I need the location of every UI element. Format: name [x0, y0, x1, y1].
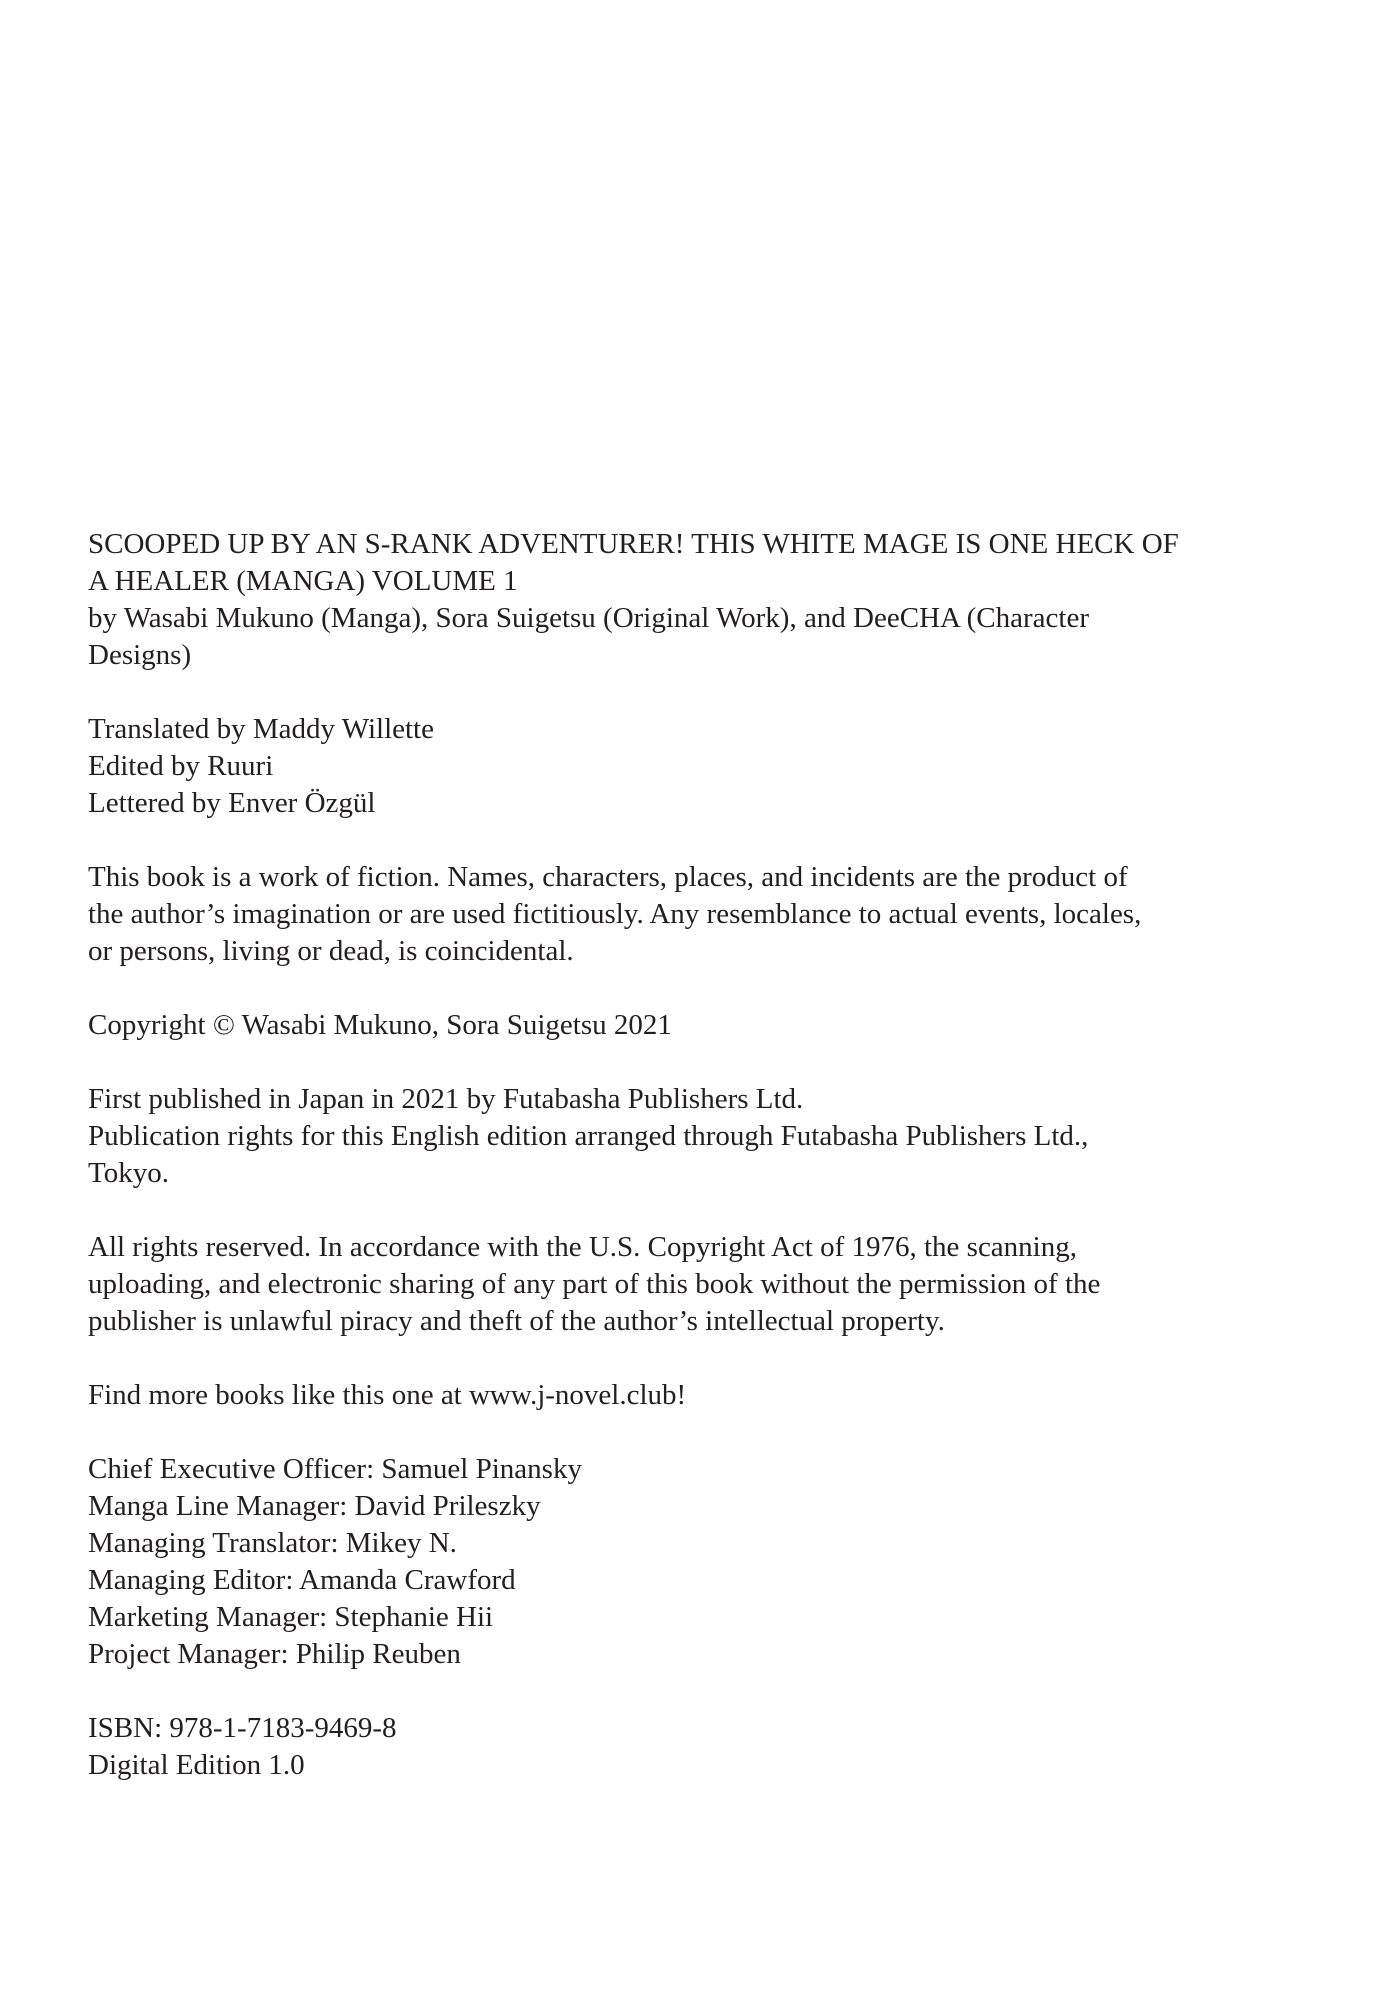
copyright-line: Copyright © Wasabi Mukuno, Sora Suigetsu 2021 — [88, 1009, 672, 1041]
publication-line-1: First published in Japan in 2021 by Futabasha Publishers Ltd. — [88, 1083, 804, 1115]
promo-block — [88, 1377, 1238, 1414]
staff-manga-line-manager: Manga Line Manager: David Prileszky — [88, 1490, 541, 1522]
publication-line-3: Tokyo. — [88, 1157, 169, 1189]
copyright-content — [88, 526, 1238, 1784]
byline-line-1: by Wasabi Mukuno (Manga), Sora Suigetsu (Original Work), and DeeCHA (Character — [88, 602, 1089, 634]
byline-line-2: Designs) — [88, 639, 192, 671]
staff-project-manager: Project Manager: Philip Reuben — [88, 1638, 461, 1670]
staff-marketing-manager: Marketing Manager: Stephanie Hii — [88, 1601, 494, 1633]
rights-notice — [88, 1229, 1238, 1340]
letterer-credit: Lettered by Enver Özgül — [88, 787, 376, 819]
editor-credit: Edited by Ruuri — [88, 750, 274, 782]
book-title-line-1: SCOOPED UP BY AN S-RANK ADVENTURER! THIS WHITE MAGE IS ONE HECK OF — [88, 528, 1179, 560]
publication-info — [88, 1081, 1238, 1192]
publication-line-2: Publication rights for this English edition arranged through Futabasha Publishers Ltd., — [88, 1120, 1089, 1152]
staff-ceo: Chief Executive Officer: Samuel Pinansky — [88, 1453, 582, 1485]
edition-block — [88, 1710, 1238, 1784]
copyright-notice — [88, 1007, 1238, 1044]
disclaimer-line-3: or persons, living or dead, is coincidental. — [88, 935, 574, 967]
translator-credit: Translated by Maddy Willette — [88, 713, 434, 745]
rights-line-3: publisher is unlawful piracy and theft of the author’s intellectual property. — [88, 1305, 945, 1337]
fiction-disclaimer — [88, 859, 1238, 970]
credits-block — [88, 711, 1238, 822]
isbn: ISBN: 978-1-7183-9469-8 — [88, 1712, 397, 1744]
rights-line-1: All rights reserved. In accordance with the U.S. Copyright Act of 1976, the scanning, — [88, 1231, 1077, 1263]
rights-line-2: uploading, and electronic sharing of any part of this book without the permission of the — [88, 1268, 1101, 1300]
staff-managing-editor: Managing Editor: Amanda Crawford — [88, 1564, 516, 1596]
digital-edition: Digital Edition 1.0 — [88, 1749, 305, 1781]
disclaimer-line-1: This book is a work of fiction. Names, characters, places, and incidents are the product of — [88, 861, 1128, 893]
staff-managing-translator: Managing Translator: Mikey N. — [88, 1527, 457, 1559]
promo-line: Find more books like this one at www.j-novel.club! — [88, 1379, 687, 1411]
disclaimer-line-2: the author’s imagination or are used fictitiously. Any resemblance to actual events, locales, — [88, 898, 1142, 930]
book-title-line-2: A HEALER (MANGA) VOLUME 1 — [88, 565, 518, 597]
staff-list — [88, 1451, 1238, 1673]
title-block — [88, 526, 1238, 674]
